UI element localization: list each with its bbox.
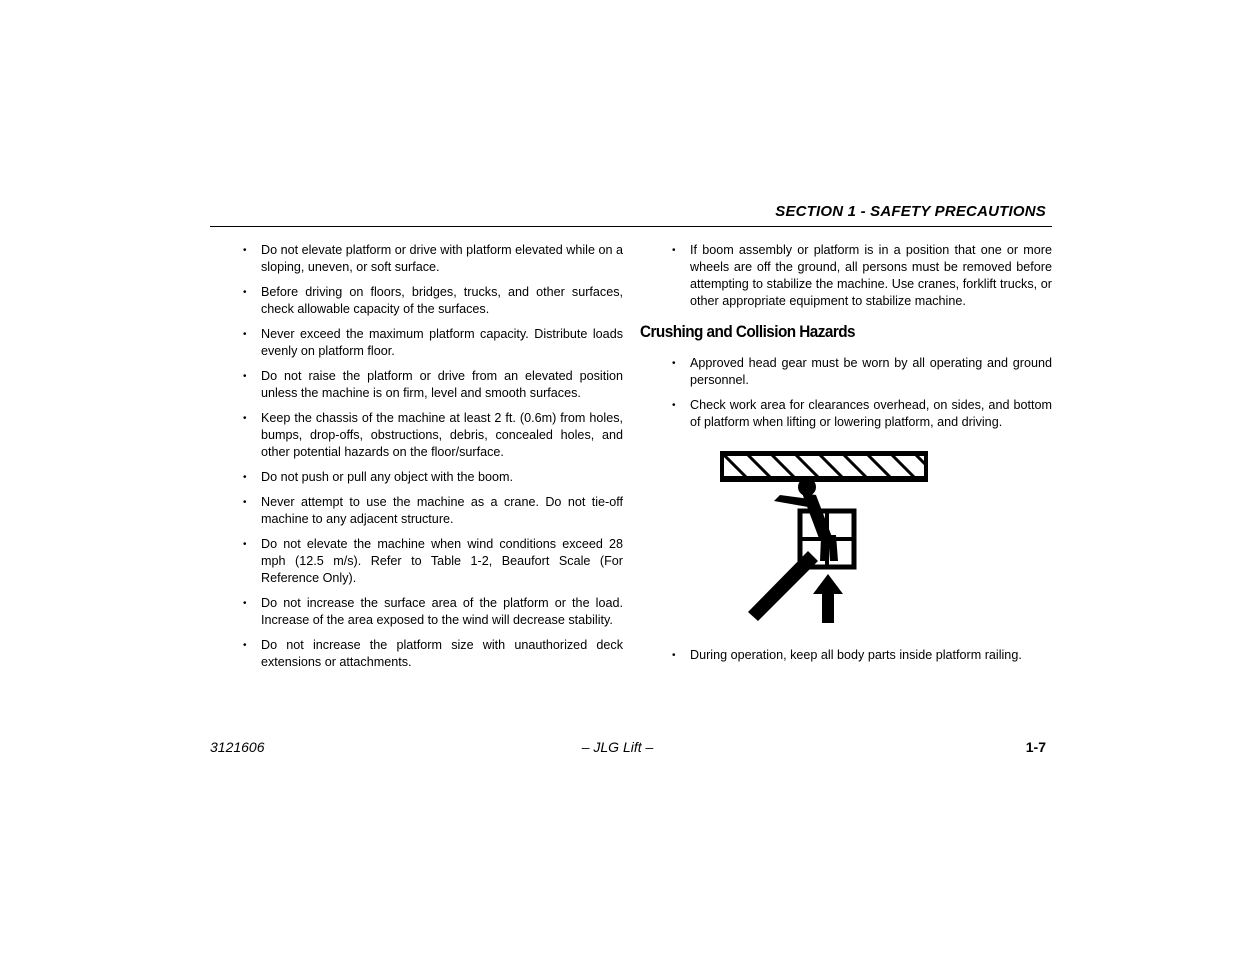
list-item: • Do not elevate the machine when wind conditions exceed 28 mph (12.5 m/s). Refer to Table 1-2, Beaufort Scale (For Reference Only). xyxy=(243,536,623,587)
right-column-hazards xyxy=(672,355,1052,439)
section-header-title: SECTION 1 - SAFETY PRECAUTIONS xyxy=(775,203,1046,220)
left-column xyxy=(243,242,623,679)
list-item: • Never attempt to use the machine as a crane. Do not tie-off machine to any adjacent structure. xyxy=(243,494,623,528)
header-rule xyxy=(210,226,1052,227)
footer-page-number: 1-7 xyxy=(1025,739,1046,755)
list-item: • During operation, keep all body parts inside platform railing. xyxy=(672,647,1052,664)
footer-center-text: – JLG Lift – xyxy=(581,739,654,755)
bottom-bullet-list xyxy=(672,647,1052,664)
list-item: • Do not increase the surface area of the platform or the load. Increase of the area exposed to the wind will decrease stability. xyxy=(243,595,623,629)
list-item: • Do not increase the platform size with unauthorized deck extensions or attachments. xyxy=(243,637,623,671)
list-item: • Keep the chassis of the machine at least 2 ft. (0.6m) from holes, bumps, drop-offs, obstructions, debris, concealed holes, and other potential hazards on the floor/surface. xyxy=(243,410,623,461)
list-item: • Do not push or pull any object with the boom. xyxy=(243,469,623,486)
list-item: • Do not elevate platform or drive with platform elevated while on a sloping, uneven, or soft surface. xyxy=(243,242,623,276)
list-item: • Check work area for clearances overhead, on sides, and bottom of platform when lifting or lowering platform, and driving. xyxy=(672,397,1052,431)
list-item: • If boom assembly or platform is in a position that one or more wheels are off the ground, all persons must be removed before attempting to stabilize the machine. Use cranes, forklift trucks, or other appropriate equipment to stabilize machine. xyxy=(672,242,1052,310)
list-item: • Do not raise the platform or drive from an elevated position unless the machine is on firm, level and smooth surfaces. xyxy=(243,368,623,402)
list-item: • Never exceed the maximum platform capacity. Distribute loads evenly on platform floor. xyxy=(243,326,623,360)
right-column-bottom xyxy=(672,647,1052,672)
list-item: • Before driving on floors, bridges, trucks, and other surfaces, check allowable capacity of the surfaces. xyxy=(243,284,623,318)
right-column-top xyxy=(672,242,1052,318)
overhead-crushing-hazard-icon xyxy=(718,449,930,625)
hazard-bullet-list xyxy=(672,355,1052,431)
left-bullet-list xyxy=(243,242,623,671)
list-item: • Approved head gear must be worn by all operating and ground personnel. xyxy=(672,355,1052,389)
right-top-bullet-list xyxy=(672,242,1052,310)
section-heading: Crushing and Collision Hazards xyxy=(640,322,856,341)
footer-doc-number: 3121606 xyxy=(210,739,265,755)
